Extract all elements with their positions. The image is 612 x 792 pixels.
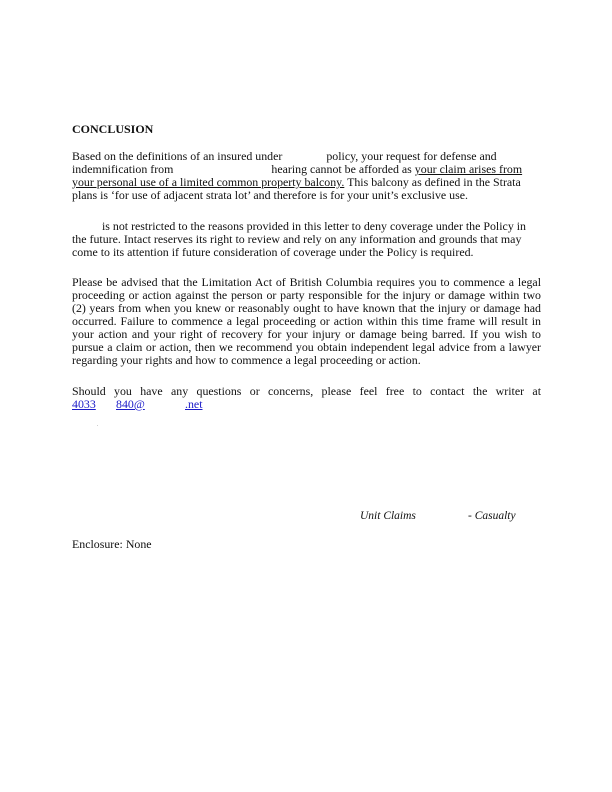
text-line: occurred. Failure to commence a legal proceeding or action within this time frame will result in <box>72 314 541 328</box>
text-fragment: indemnification from <box>72 162 174 176</box>
text-line: the future. Intact reserves its right to review and rely on any information and grounds that may <box>72 232 522 246</box>
paragraph-coverage-decision <box>72 150 541 202</box>
paragraph-contact <box>72 385 541 411</box>
text-line: pursue a claim or action, then we recommend you obtain independent legal advice from a lawyer <box>72 340 541 354</box>
text-fragment: Based on the definitions of an insured under <box>72 149 283 163</box>
contact-line <box>72 398 541 411</box>
enclosure-note: Enclosure: None <box>72 537 152 551</box>
text-line: your action and your right of recovery for your injury or damage being barred. If you wish to <box>72 327 541 341</box>
text-line: Should you have any questions or concerns, please feel free to contact the writer at <box>72 384 541 398</box>
text-line: (2) years from when you knew or reasonably ought to have known that the injury or damage had <box>72 301 541 315</box>
underlined-text: your personal use of a limited common property balcony. <box>72 175 345 189</box>
text-fragment: policy, your request for defense and <box>326 149 497 163</box>
text-line: Please be advised that the Limitation Act of British Columbia requires you to commence a legal <box>72 275 541 289</box>
text-line: come to its attention if future consideration of coverage under the Policy is required. <box>72 245 474 259</box>
signature-department: Unit Claims <box>360 510 416 522</box>
contact-phone-link[interactable]: 4033 <box>72 397 96 411</box>
section-heading: CONCLUSION <box>72 122 154 136</box>
underlined-text: your claim arises from <box>414 162 523 176</box>
contact-email-link[interactable]: 840@ <box>116 397 145 411</box>
stray-mark <box>97 425 98 426</box>
text-line: plans is ‘for use of adjacent strata lot’ and therefore is for your unit’s exclusive use. <box>72 188 469 202</box>
paragraph-reservation-of-rights <box>72 220 541 259</box>
text-line: is not restricted to the reasons provided in this letter to deny coverage under the Policy in <box>102 219 526 233</box>
contact-email-domain-link[interactable]: .net <box>185 397 203 411</box>
text-line: regarding your rights and how to commence a legal proceeding or action. <box>72 353 421 367</box>
text-fragment: This balcony as defined in the Strata <box>347 175 521 189</box>
paragraph-limitation-act <box>72 276 541 367</box>
signature-division: - Casualty <box>468 510 516 522</box>
text-line: proceeding or action against the person or party responsible for the injury or damage within two <box>72 288 541 302</box>
text-fragment: hearing cannot be afforded as <box>271 162 412 176</box>
